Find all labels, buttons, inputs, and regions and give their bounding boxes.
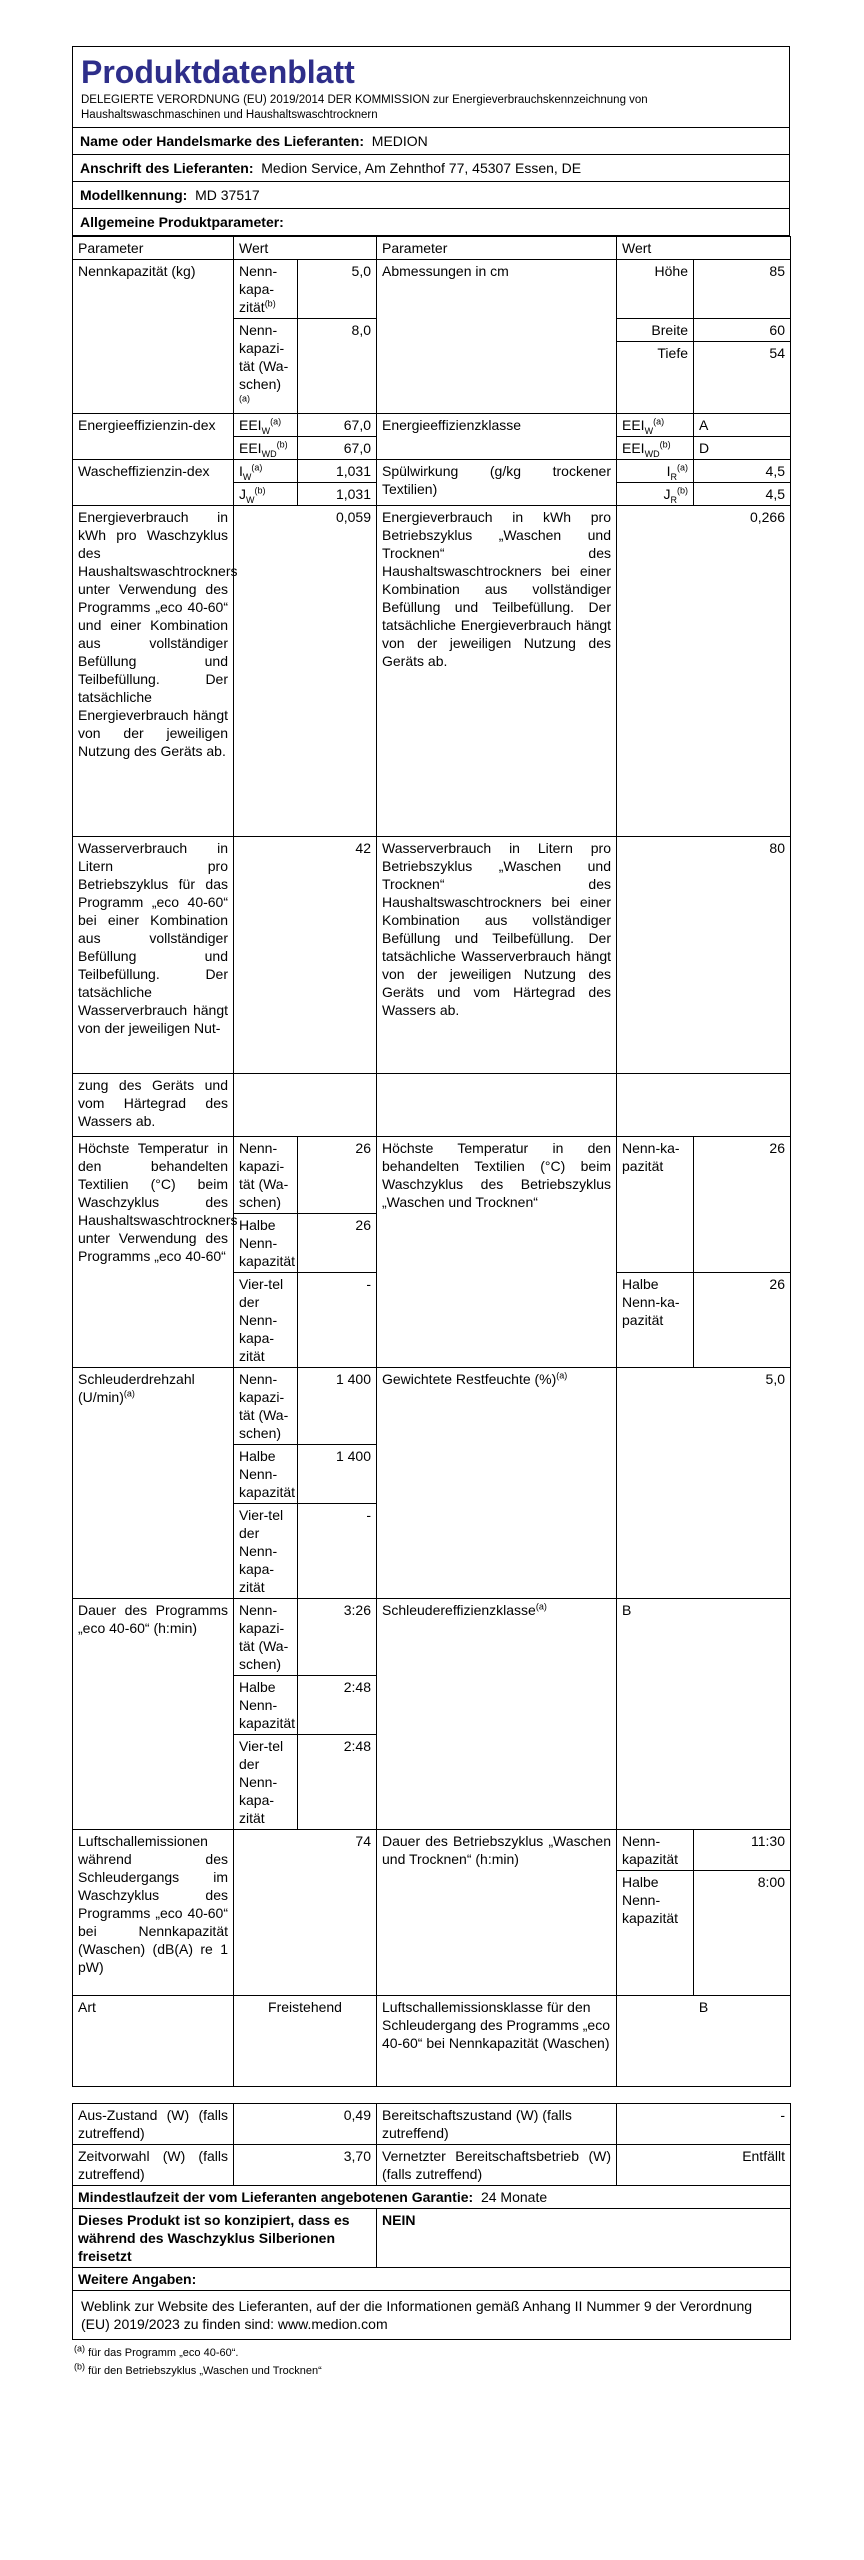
footnote-mark: (a) bbox=[251, 462, 263, 473]
temp-cycle-v1: 26 bbox=[694, 1137, 791, 1273]
rinse-l1-text: I bbox=[666, 463, 671, 479]
eclass-l2 bbox=[617, 437, 694, 460]
type-value: Freistehend bbox=[234, 1996, 377, 2087]
dim-width-value: 60 bbox=[694, 319, 790, 342]
model-value: MD 37517 bbox=[195, 187, 260, 203]
temp-cycle-sub2: Halbe Nenn-ka-pazität bbox=[617, 1273, 694, 1368]
dimensions-label: Abmessungen in cm bbox=[377, 260, 617, 414]
empty-cell bbox=[234, 1074, 377, 1137]
wash-l1-text: I bbox=[239, 463, 243, 479]
regulation-text: DELEGIERTE VERORDNUNG (EU) 2019/2014 DER KOMMISSION zur Energieverbrauchskennzeichnung von Haushaltswaschmaschinen und Haushaltswaschtrocknern bbox=[81, 94, 648, 121]
dim-height-label: Höhe bbox=[617, 260, 694, 319]
address-label: Anschrift des Lieferanten: bbox=[80, 160, 254, 176]
footnote-mark: (b) bbox=[276, 439, 288, 450]
eclass-v2: D bbox=[694, 437, 791, 460]
rinse-l2-text: J bbox=[663, 486, 671, 502]
table-row bbox=[73, 2186, 791, 2209]
footnote-mark: (b) bbox=[264, 298, 276, 309]
footnote-mark: (a) bbox=[677, 462, 688, 473]
empty-cell bbox=[377, 1074, 617, 1137]
table-row bbox=[73, 2291, 791, 2340]
temp-wash-v1: 26 bbox=[298, 1137, 377, 1214]
table-row bbox=[73, 2145, 791, 2186]
spacer bbox=[72, 2087, 790, 2103]
eclass-l1-sub: W bbox=[644, 425, 654, 436]
off-mode-value: 0,49 bbox=[234, 2104, 377, 2145]
cycle-duration-sub1: Nenn-kapazität bbox=[617, 1830, 694, 1871]
rinse-v1: 4,5 bbox=[694, 460, 791, 483]
spin-sub1: Nenn-kapazi-tät (Wa-schen) bbox=[234, 1368, 298, 1445]
eei-l2-sub: WD bbox=[261, 448, 277, 459]
eclass-v1: A bbox=[694, 414, 791, 437]
capacity-sub1-text: Nenn-kapa-zität bbox=[239, 263, 278, 315]
water-cycle-value: 80 bbox=[617, 837, 791, 1074]
wash-v1: 1,031 bbox=[298, 460, 377, 483]
dim-width-depth-labels bbox=[617, 319, 694, 414]
spin-class-value: B bbox=[617, 1599, 791, 1830]
table-row bbox=[73, 506, 791, 837]
standby-value: - bbox=[617, 2104, 791, 2145]
table-row bbox=[73, 2209, 791, 2268]
power-table bbox=[72, 2103, 791, 2340]
water-wash-value: 42 bbox=[234, 837, 377, 1074]
table-row bbox=[73, 837, 791, 1074]
footnote-mark: (a) bbox=[123, 1388, 135, 1399]
model-row bbox=[73, 182, 789, 209]
empty-cell bbox=[617, 1074, 791, 1137]
footnote-mark: (b) bbox=[254, 485, 266, 496]
capacity-sub2-text: Nenn-kapazi-tät (Wa-schen) bbox=[239, 322, 289, 392]
eei-l1-text: EEI bbox=[239, 417, 262, 433]
water-cycle-label: Wasserverbrauch in Litern pro Betriebszyklus „Waschen und Trocknen“ des Haushaltswaschtrockners bei einer Kombination aus vollständiger Befüllung und Teilbefüllung. Der tatsächliche Wasserverbrauch hängt von der jeweiligen Nutzung des Geräts und vom Härtegrad des Wassers ab. bbox=[377, 837, 617, 1074]
eei-l2 bbox=[234, 437, 298, 460]
temp-cycle-sub1: Nenn-ka-pazität bbox=[617, 1137, 694, 1273]
wash-label: Wascheffizienzin-dex bbox=[73, 460, 234, 506]
col-header-param: Parameter bbox=[377, 237, 617, 260]
footnote-b-text: für den Betriebszyklus „Waschen und Trocknen“ bbox=[88, 2365, 322, 2377]
eei-l2-text: EEI bbox=[239, 440, 262, 456]
warranty-value: 24 Monate bbox=[480, 2189, 548, 2205]
rinse-l2 bbox=[617, 483, 694, 506]
table-row bbox=[73, 1137, 791, 1214]
footnote-mark: (a) bbox=[239, 393, 250, 404]
eclass-label: Energieeffizienzklasse bbox=[377, 414, 617, 460]
eclass-l2-sub: WD bbox=[644, 448, 660, 459]
table-row-continuation bbox=[73, 1074, 791, 1137]
table-row bbox=[73, 1368, 791, 1445]
dim-depth-value: 54 bbox=[769, 345, 785, 361]
footnote-mark: (a) bbox=[556, 1370, 568, 1381]
dim-width-depth-values bbox=[694, 319, 791, 414]
table-row bbox=[73, 414, 791, 437]
wash-l1-sub: W bbox=[242, 471, 252, 482]
temp-wash-sub1: Nenn-kapazi-tät (Wa-schen) bbox=[234, 1137, 298, 1214]
temp-wash-sub2: Halbe Nenn-kapazität bbox=[234, 1214, 298, 1273]
footnote-mark: (b) bbox=[74, 2361, 85, 2372]
capacity-label: Nennkapazität (kg) bbox=[73, 260, 234, 414]
wash-v2: 1,031 bbox=[298, 483, 377, 506]
water-wash-label-cont: zung des Geräts und vom Härtegrad des Wassers ab. bbox=[73, 1074, 234, 1137]
noise-label: Luftschallemissionen während des Schleudergangs im Waschzyklus des Programms „eco 40-60“ bei Nennkapazität (Waschen) (dB(A) re 1 pW) bbox=[73, 1830, 234, 1996]
energy-cycle-label: Energieverbrauch in kWh pro Betriebszyklus „Waschen und Trocknen“ des Haushaltswaschtrockners bei einer Kombination aus vollständiger Befüllung und Teilbefüllung. Der tatsächliche Energieverbrauch hängt von der jeweiligen Nutzung des Geräts ab. bbox=[377, 506, 617, 837]
spin-v1: 1 400 bbox=[298, 1368, 377, 1445]
address-row bbox=[73, 155, 789, 182]
duration-v1: 3:26 bbox=[298, 1599, 377, 1676]
noise-class-value: B bbox=[617, 1996, 791, 2087]
capacity-v1: 5,0 bbox=[298, 260, 377, 319]
duration-v2: 2:48 bbox=[298, 1676, 377, 1735]
footnote-mark: (b) bbox=[659, 439, 671, 450]
capacity-sub2 bbox=[234, 319, 298, 414]
wash-l2 bbox=[234, 483, 298, 506]
header bbox=[73, 47, 789, 128]
duration-label: Dauer des Programms „eco 40-60“ (h:min) bbox=[73, 1599, 234, 1830]
dim-depth-label: Tiefe bbox=[657, 345, 688, 361]
more-info-label: Weitere Angaben: bbox=[73, 2268, 791, 2291]
spin-class-label-text: Schleudereffizienzklasse bbox=[382, 1602, 536, 1618]
wash-l2-sub: W bbox=[246, 494, 255, 505]
cycle-duration-label: Dauer des Betriebszyklus „Waschen und Trocknen“ (h:min) bbox=[377, 1830, 617, 1996]
footnote-mark: (a) bbox=[270, 416, 282, 427]
col-header-value: Wert bbox=[617, 237, 791, 260]
standby-label: Bereitschaftszustand (W) (falls zutreffend) bbox=[377, 2104, 617, 2145]
supplier-label: Name oder Handelsmarke des Lieferanten: bbox=[80, 133, 364, 149]
footnote-b bbox=[72, 2362, 790, 2380]
params-table bbox=[72, 236, 791, 2087]
cycle-duration-v1: 11:30 bbox=[694, 1830, 791, 1871]
energy-wash-label: Energieverbrauch in kWh pro Waschzyklus des Haushaltswaschtrockners unter Verwendung des Programms „eco 40-60“ und einer Kombination aus vollständiger Befüllung und Teilbefüllung. Der tatsächliche Energieverbrauch hängt von der jeweiligen Nutzung des Geräts ab. bbox=[73, 506, 234, 837]
table-row bbox=[73, 1996, 791, 2087]
page-title: Produktdatenblatt bbox=[81, 54, 355, 90]
eei-v1: 67,0 bbox=[298, 414, 377, 437]
temp-wash-v2: 26 bbox=[298, 1214, 377, 1273]
eclass-l1-text: EEI bbox=[622, 417, 645, 433]
duration-sub2: Halbe Nenn-kapazität bbox=[234, 1676, 298, 1735]
footnote-a bbox=[72, 2344, 790, 2362]
delay-value: 3,70 bbox=[234, 2145, 377, 2186]
eclass-l1 bbox=[617, 414, 694, 437]
noise-value: 74 bbox=[234, 1830, 377, 1996]
eei-l1-sub: W bbox=[261, 425, 271, 436]
table-header-row bbox=[73, 237, 791, 260]
cycle-duration-v2: 8:00 bbox=[694, 1871, 791, 1996]
supplier-row bbox=[73, 128, 789, 155]
energy-cycle-value: 0,266 bbox=[617, 506, 791, 837]
energy-wash-value: 0,059 bbox=[234, 506, 377, 837]
capacity-sub1 bbox=[234, 260, 298, 319]
footnote-mark: (b) bbox=[677, 485, 688, 496]
table-row bbox=[73, 460, 791, 483]
cycle-duration-sub2: Halbe Nenn-kapazität bbox=[617, 1871, 694, 1996]
moisture-label-text: Gewichtete Restfeuchte (%) bbox=[382, 1371, 557, 1387]
spin-sub2: Halbe Nenn-kapazität bbox=[234, 1445, 298, 1504]
col-header-value: Wert bbox=[234, 237, 377, 260]
table-row bbox=[73, 2104, 791, 2145]
product-data-sheet bbox=[72, 46, 790, 2380]
temp-cycle-v2: 26 bbox=[694, 1273, 791, 1368]
footnote-mark: (a) bbox=[535, 1601, 547, 1612]
wash-l1 bbox=[234, 460, 298, 483]
type-label: Art bbox=[73, 1996, 234, 2087]
water-wash-label: Wasserverbrauch in Litern pro Betriebszyklus für das Programm „eco 40-60“ bei einer Kombination aus vollständiger Befüllung und Teilbefüllung. Der tatsächliche Wasserverbrauch hängt von der jeweiligen Nut- bbox=[73, 837, 234, 1074]
silver-label: Dieses Produkt ist so konzipiert, dass es während des Waschzyklus Silberionen freisetzt bbox=[73, 2209, 377, 2268]
eei-label: Energieeffizienzin-dex bbox=[73, 414, 234, 460]
table-row bbox=[73, 1599, 791, 1676]
footnote-a-text: für das Programm „eco 40-60“. bbox=[88, 2347, 239, 2359]
spin-v2: 1 400 bbox=[298, 1445, 377, 1504]
duration-sub1: Nenn-kapazi-tät (Wa-schen) bbox=[234, 1599, 298, 1676]
rinse-v2: 4,5 bbox=[694, 483, 791, 506]
wash-l2-text: J bbox=[239, 486, 246, 502]
col-header-param: Parameter bbox=[73, 237, 234, 260]
silver-value: NEIN bbox=[377, 2209, 791, 2268]
rinse-l2-sub: R bbox=[670, 494, 677, 505]
more-info-text: Weblink zur Website des Lieferanten, auf der die Informationen gemäß Anhang II Nummer 9 der Verordnung (EU) 2019/2023 zu finden sind: www.medion.com bbox=[73, 2291, 791, 2340]
spin-sub3: Vier-tel der Nenn-kapa-zität bbox=[234, 1504, 298, 1599]
moisture-label bbox=[377, 1368, 617, 1599]
spin-label-text: Schleuderdrehzahl (U/min) bbox=[78, 1371, 195, 1405]
spin-label bbox=[73, 1368, 234, 1599]
warranty-row bbox=[73, 2186, 791, 2209]
eei-l1 bbox=[234, 414, 298, 437]
dim-width-label: Breite bbox=[617, 319, 693, 342]
table-row bbox=[73, 1830, 791, 1871]
temp-wash-sub3: Vier-tel der Nenn-kapa-zität bbox=[234, 1273, 298, 1368]
temp-wash-v3: - bbox=[298, 1273, 377, 1368]
general-params-label: Allgemeine Produktparameter: bbox=[80, 214, 284, 230]
network-label: Vernetzter Bereitschaftsbetrieb (W) (falls zutreffend) bbox=[377, 2145, 617, 2186]
general-params-heading bbox=[73, 209, 789, 235]
temp-cycle-label: Höchste Temperatur in den behandelten Textilien (°C) beim Waschzyklus des Betriebszyklus „Waschen und Trocknen“ bbox=[377, 1137, 617, 1368]
warranty-label: Mindestlaufzeit der vom Lieferanten angebotenen Garantie: bbox=[78, 2189, 474, 2205]
table-row bbox=[73, 2268, 791, 2291]
spin-class-label bbox=[377, 1599, 617, 1830]
rinse-label: Spülwirkung (g/kg trockener Textilien) bbox=[377, 460, 617, 506]
eclass-l2-text: EEI bbox=[622, 440, 645, 456]
rinse-l1 bbox=[617, 460, 694, 483]
supplier-value: MEDION bbox=[371, 133, 428, 149]
capacity-v2: 8,0 bbox=[298, 319, 377, 414]
rinse-l1-sub: R bbox=[670, 471, 677, 482]
footnote-mark: (a) bbox=[74, 2343, 85, 2354]
off-mode-label: Aus-Zustand (W) (falls zutreffend) bbox=[73, 2104, 234, 2145]
noise-class-label: Luftschallemissionsklasse für den Schleudergang des Programms „eco 40-60“ bei Nennkapazität (Waschen) bbox=[377, 1996, 617, 2087]
duration-sub3: Vier-tel der Nenn-kapa-zität bbox=[234, 1735, 298, 1830]
duration-v3: 2:48 bbox=[298, 1735, 377, 1830]
network-value: Entfällt bbox=[617, 2145, 791, 2186]
model-label: Modellkennung: bbox=[80, 187, 188, 203]
footnote-mark: (a) bbox=[653, 416, 665, 427]
table-row bbox=[73, 260, 791, 319]
spin-v3: - bbox=[298, 1504, 377, 1599]
address-value: Medion Service, Am Zehnthof 77, 45307 Essen, DE bbox=[261, 160, 582, 176]
eei-v2: 67,0 bbox=[298, 437, 377, 460]
dim-height-value: 85 bbox=[694, 260, 791, 319]
delay-label: Zeitvorwahl (W) (falls zutreffend) bbox=[73, 2145, 234, 2186]
temp-wash-label: Höchste Temperatur in den behandelten Textilien (°C) beim Waschzyklus des Haushaltswaschtrockners unter Verwendung des Programms „eco 40-60“ bbox=[73, 1137, 234, 1368]
moisture-value: 5,0 bbox=[617, 1368, 791, 1599]
